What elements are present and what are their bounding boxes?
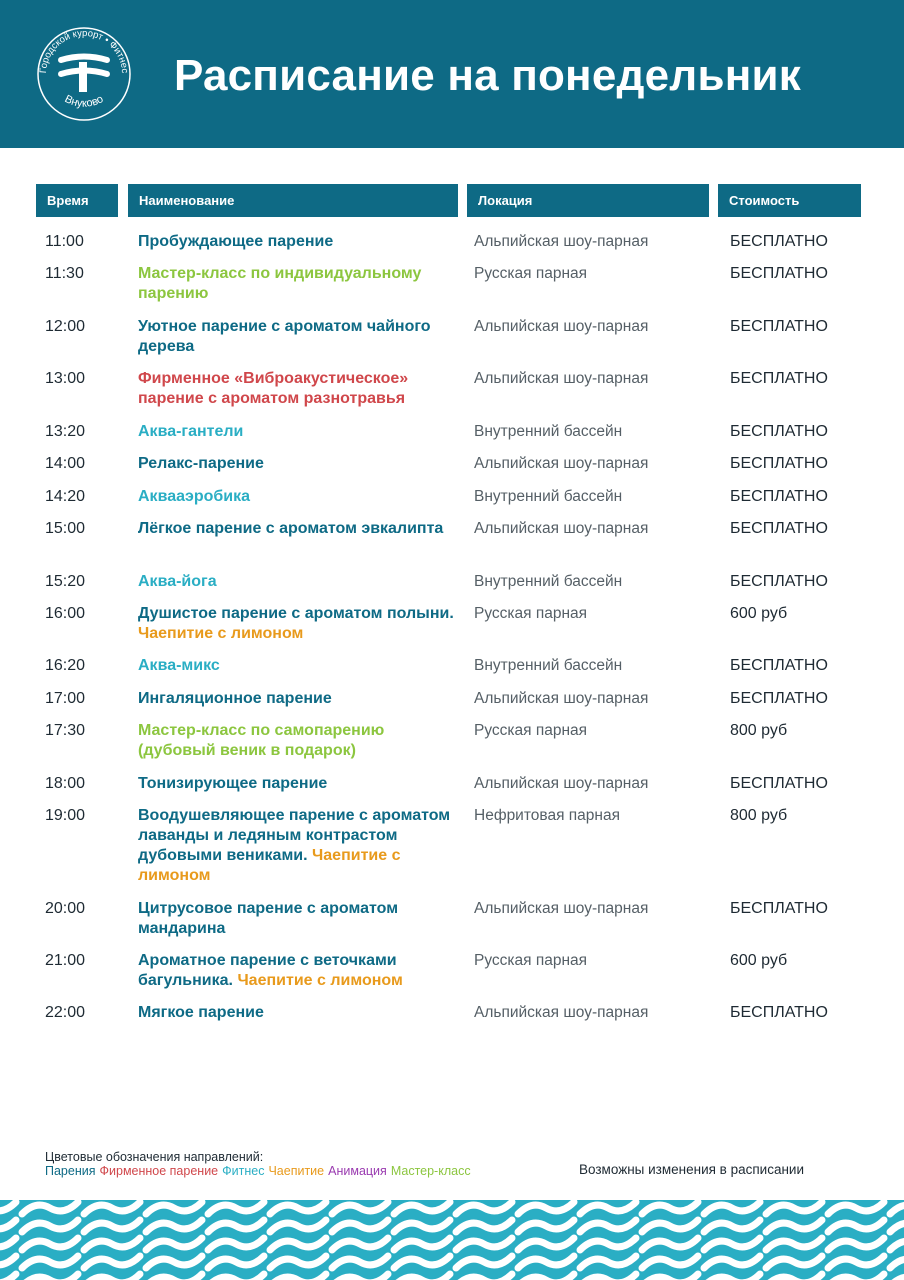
activity-title: Аква-гантели — [138, 423, 244, 440]
row-activity-name — [138, 487, 458, 507]
activity-extra-tea: Чаепитие с лимоном — [237, 972, 403, 989]
activity-title: Лёгкое парение с ароматом эвкалипта — [138, 520, 444, 537]
row-price: БЕСПЛАТНО — [730, 573, 828, 590]
page-title: Расписание на понедельник — [174, 51, 801, 100]
row-activity-name — [138, 232, 458, 252]
row-location: Внутренний бассейн — [474, 657, 623, 674]
column-header-location: Локация — [467, 184, 709, 217]
row-time: 11:30 — [45, 265, 84, 282]
row-price: БЕСПЛАТНО — [730, 265, 828, 282]
row-price: 800 руб — [730, 807, 788, 824]
activity-title: Тонизирующее парение — [138, 775, 328, 792]
row-price: БЕСПЛАТНО — [730, 690, 828, 707]
color-legend — [45, 1164, 475, 1178]
row-time: 22:00 — [45, 1004, 86, 1021]
legend-item-firm: Фирменное парение — [99, 1164, 219, 1178]
row-location: Альпийская шоу-парная — [474, 455, 649, 472]
row-activity-name — [138, 454, 458, 474]
row-price: БЕСПЛАТНО — [730, 488, 828, 505]
row-location: Альпийская шоу-парная — [474, 690, 649, 707]
row-price: БЕСПЛАТНО — [730, 423, 828, 440]
activity-title: Цитрусовое парение с ароматом мандарина — [138, 900, 399, 937]
activity-title: Воодушевляющее парение с ароматом лаванды и ледяным контрастом дубовыми вениками. — [138, 807, 451, 864]
row-location: Альпийская шоу-парная — [474, 370, 649, 387]
row-location: Альпийская шоу-парная — [474, 233, 649, 250]
row-activity-name — [138, 1003, 458, 1023]
row-location: Русская парная — [474, 722, 588, 739]
row-price: 600 руб — [730, 605, 788, 622]
row-time: 17:00 — [45, 690, 86, 707]
row-time: 17:30 — [45, 722, 86, 739]
row-price: 600 руб — [730, 952, 788, 969]
row-time: 13:20 — [45, 423, 86, 440]
activity-title: Уютное парение с ароматом чайного дерева — [138, 318, 431, 355]
row-activity-name — [138, 951, 458, 991]
row-price: БЕСПЛАТНО — [730, 455, 828, 472]
row-time: 15:00 — [45, 520, 86, 537]
row-location: Нефритовая парная — [474, 807, 620, 824]
legend-item-animation: Анимация — [328, 1164, 387, 1178]
legend-item-tea: Чаепитие — [268, 1164, 325, 1178]
row-price: БЕСПЛАТНО — [730, 520, 828, 537]
svg-text:Внуково: Внуково — [62, 93, 106, 110]
row-activity-name — [138, 264, 458, 304]
legend-item-parenie: Парения — [45, 1164, 96, 1178]
row-activity-name — [138, 604, 458, 644]
activity-title: Аквааэробика — [138, 488, 250, 505]
activity-title: Мягкое парение — [138, 1004, 264, 1021]
row-activity-name — [138, 317, 458, 357]
row-time: 21:00 — [45, 952, 86, 969]
brand-logo — [34, 22, 134, 122]
row-location: Внутренний бассейн — [474, 488, 623, 505]
activity-title: Пробуждающее парение — [138, 233, 334, 250]
row-activity-name — [138, 806, 458, 886]
activity-extra-tea: Чаепитие с лимоном — [138, 625, 304, 642]
row-price: БЕСПЛАТНО — [730, 657, 828, 674]
column-header-time: Время — [36, 184, 118, 217]
row-activity-name — [138, 656, 458, 676]
row-location: Альпийская шоу-парная — [474, 318, 649, 335]
wave-pattern-decoration — [0, 1200, 904, 1280]
row-location: Внутренний бассейн — [474, 573, 623, 590]
legend-title: Цветовые обозначения направлений: — [45, 1150, 264, 1164]
row-time: 18:00 — [45, 775, 86, 792]
row-time: 16:20 — [45, 657, 86, 674]
activity-title: Мастер-класс по самопарению (дубовый веник в подарок) — [138, 722, 385, 759]
activity-title: Фирменное «Виброакустическое» парение с ароматом разнотравья — [138, 370, 409, 407]
row-activity-name — [138, 519, 458, 539]
row-activity-name — [138, 572, 458, 592]
row-price: БЕСПЛАТНО — [730, 370, 828, 387]
row-activity-name — [138, 774, 458, 794]
row-activity-name — [138, 721, 458, 761]
row-price: БЕСПЛАТНО — [730, 775, 828, 792]
row-time: 13:00 — [45, 370, 86, 387]
row-price: БЕСПЛАТНО — [730, 1004, 828, 1021]
row-time: 11:00 — [45, 233, 84, 250]
activity-title: Ингаляционное парение — [138, 690, 332, 707]
row-activity-name — [138, 689, 458, 709]
row-location: Альпийская шоу-парная — [474, 1004, 649, 1021]
header-banner — [0, 0, 904, 148]
row-location: Русская парная — [474, 265, 588, 282]
column-header-name: Наименование — [128, 184, 458, 217]
activity-title: Ароматное парение с веточками багульника. — [138, 952, 397, 989]
row-price: БЕСПЛАТНО — [730, 318, 828, 335]
activity-title: Релакс-парение — [138, 455, 264, 472]
column-header-price: Стоимость — [718, 184, 861, 217]
activity-title: Душистое парение с ароматом полыни. — [138, 605, 454, 622]
legend-item-masterclass: Мастер-класс — [390, 1164, 471, 1178]
row-time: 16:00 — [45, 605, 86, 622]
row-price: БЕСПЛАТНО — [730, 900, 828, 917]
row-time: 19:00 — [45, 807, 86, 824]
row-activity-name — [138, 422, 458, 442]
activity-extra-tea: Чаепитие с лимоном — [138, 847, 401, 884]
svg-text:Городской курорт • Фитнес: Городской курорт • Фитнес — [37, 27, 131, 74]
row-location: Альпийская шоу-парная — [474, 900, 649, 917]
row-time: 14:20 — [45, 488, 86, 505]
row-time: 15:20 — [45, 573, 86, 590]
row-location: Русская парная — [474, 952, 588, 969]
activity-title: Аква-микс — [138, 657, 220, 674]
activity-title: Мастер-класс по индивидуальному парению — [138, 265, 422, 302]
legend-item-fitness: Фитнес — [222, 1164, 265, 1178]
row-location: Альпийская шоу-парная — [474, 775, 649, 792]
activity-title: Аква-йога — [138, 573, 217, 590]
row-price: БЕСПЛАТНО — [730, 233, 828, 250]
row-location: Внутренний бассейн — [474, 423, 623, 440]
row-time: 12:00 — [45, 318, 86, 335]
row-location: Русская парная — [474, 605, 588, 622]
row-price: 800 руб — [730, 722, 788, 739]
schedule-change-note: Возможны изменения в расписании — [579, 1162, 805, 1177]
row-activity-name — [138, 899, 458, 939]
row-time: 14:00 — [45, 455, 86, 472]
row-activity-name — [138, 369, 458, 409]
row-time: 20:00 — [45, 900, 86, 917]
row-location: Альпийская шоу-парная — [474, 520, 649, 537]
